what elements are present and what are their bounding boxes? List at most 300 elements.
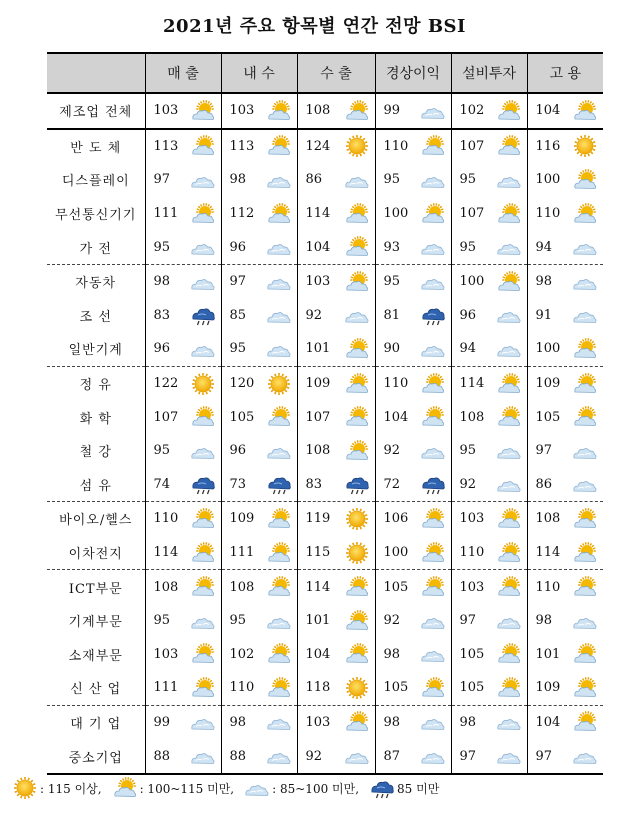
bsi-cell xyxy=(375,705,451,739)
partly-cloudy-icon xyxy=(420,373,446,395)
bsi-value: 96 xyxy=(153,341,171,357)
bsi-cell xyxy=(527,536,603,570)
bsi-value: 122 xyxy=(153,376,179,392)
bsi-value: 108 xyxy=(459,409,485,425)
partly-cloudy-icon xyxy=(344,373,370,395)
bsi-cell xyxy=(375,604,451,638)
partly-cloudy-icon xyxy=(572,373,598,395)
bsi-cell xyxy=(527,93,603,129)
bsi-value: 98 xyxy=(535,613,553,629)
partly-cloudy-icon xyxy=(420,542,446,564)
bsi-cell xyxy=(527,434,603,468)
bsi-value: 105 xyxy=(383,680,409,696)
bsi-cell xyxy=(221,129,297,164)
partly-cloudy-icon xyxy=(112,777,138,799)
cloudy-icon xyxy=(420,100,446,122)
bsi-cell xyxy=(145,129,221,164)
bsi-cell xyxy=(145,197,221,231)
partly-cloudy-icon xyxy=(190,406,216,428)
bsi-value: 110 xyxy=(535,579,561,595)
bsi-value: 72 xyxy=(383,476,401,492)
bsi-cell xyxy=(221,570,297,604)
cloudy-icon xyxy=(190,338,216,360)
table-row xyxy=(47,739,603,774)
bsi-cell xyxy=(527,400,603,434)
cloudy-icon xyxy=(420,610,446,632)
bsi-cell xyxy=(297,93,375,129)
row-label: 정 유 xyxy=(47,366,145,400)
bsi-cell xyxy=(527,502,603,536)
partly-cloudy-icon xyxy=(190,643,216,665)
bsi-cell xyxy=(451,671,527,705)
row-label: 바이오/헬스 xyxy=(47,502,145,536)
cloudy-icon xyxy=(190,440,216,462)
bsi-value: 102 xyxy=(229,646,255,662)
bsi-cell xyxy=(221,705,297,739)
cloudy-icon xyxy=(420,711,446,733)
cloudy-icon xyxy=(496,473,522,495)
table-row xyxy=(47,604,603,638)
bsi-cell xyxy=(527,671,603,705)
bsi-cell xyxy=(221,299,297,333)
bsi-value: 101 xyxy=(305,613,331,629)
cloudy-icon xyxy=(420,745,446,767)
sunny-icon xyxy=(12,777,38,799)
partly-cloudy-icon xyxy=(344,203,370,225)
bsi-cell xyxy=(451,434,527,468)
bsi-cell xyxy=(527,366,603,400)
bsi-value: 98 xyxy=(383,714,401,730)
rainy-icon xyxy=(190,304,216,326)
table-row xyxy=(47,468,603,502)
bsi-cell xyxy=(297,299,375,333)
partly-cloudy-icon xyxy=(266,508,292,530)
bsi-cell xyxy=(451,230,527,264)
bsi-value: 110 xyxy=(459,545,485,561)
rainy-icon xyxy=(190,473,216,495)
partly-cloudy-icon xyxy=(420,406,446,428)
partly-cloudy-icon xyxy=(572,508,598,530)
bsi-cell xyxy=(375,671,451,705)
partly-cloudy-icon xyxy=(344,711,370,733)
bsi-cell xyxy=(297,332,375,366)
bsi-value: 95 xyxy=(383,274,401,290)
bsi-value: 109 xyxy=(535,376,561,392)
partly-cloudy-icon xyxy=(344,100,370,122)
sunny-icon xyxy=(190,373,216,395)
rainy-icon xyxy=(369,777,395,799)
bsi-value: 94 xyxy=(535,239,553,255)
bsi-cell xyxy=(375,163,451,197)
column-header: 수 출 xyxy=(297,53,375,93)
bsi-value: 96 xyxy=(229,443,247,459)
bsi-value: 114 xyxy=(305,579,331,595)
cloudy-icon xyxy=(420,236,446,258)
bsi-cell xyxy=(527,163,603,197)
partly-cloudy-icon xyxy=(344,406,370,428)
bsi-value: 96 xyxy=(229,239,247,255)
rainy-icon xyxy=(420,304,446,326)
table-row xyxy=(47,332,603,366)
partly-cloudy-icon xyxy=(266,677,292,699)
bsi-value: 97 xyxy=(535,443,553,459)
bsi-value: 113 xyxy=(153,138,179,154)
bsi-value: 115 xyxy=(305,545,331,561)
table-row xyxy=(47,705,603,739)
bsi-value: 110 xyxy=(383,138,409,154)
bsi-value: 83 xyxy=(153,307,171,323)
cloudy-icon xyxy=(420,440,446,462)
bsi-value: 104 xyxy=(305,239,331,255)
row-label: 디스플레이 xyxy=(61,174,130,190)
bsi-value: 107 xyxy=(459,138,485,154)
cloudy-icon xyxy=(572,271,598,293)
sunny-icon xyxy=(344,135,370,157)
bsi-value: 107 xyxy=(153,409,179,425)
rainy-icon xyxy=(420,473,446,495)
partly-cloudy-icon xyxy=(572,643,598,665)
row-label: 무선통신기기 xyxy=(55,208,137,224)
bsi-cell xyxy=(297,197,375,231)
cloudy-icon xyxy=(190,271,216,293)
partly-cloudy-icon xyxy=(266,643,292,665)
bsi-value: 118 xyxy=(305,680,331,696)
bsi-value: 95 xyxy=(153,613,171,629)
bsi-cell xyxy=(451,570,527,604)
bsi-value: 86 xyxy=(305,172,323,188)
bsi-value: 95 xyxy=(229,341,247,357)
bsi-value: 97 xyxy=(535,748,553,764)
bsi-value: 83 xyxy=(305,476,323,492)
bsi-cell xyxy=(451,332,527,366)
sunny-icon xyxy=(344,677,370,699)
cloudy-icon xyxy=(496,236,522,258)
cloudy-icon xyxy=(266,169,292,191)
row-label: 조 선 xyxy=(79,309,112,325)
bsi-cell xyxy=(221,264,297,298)
bsi-cell xyxy=(297,129,375,164)
partly-cloudy-icon xyxy=(496,542,522,564)
bsi-cell xyxy=(297,536,375,570)
table-header-row xyxy=(47,53,603,93)
bsi-value: 120 xyxy=(229,376,255,392)
cloudy-icon xyxy=(420,643,446,665)
bsi-value: 106 xyxy=(383,511,409,527)
bsi-cell xyxy=(145,264,221,298)
bsi-value: 97 xyxy=(229,274,247,290)
bsi-cell xyxy=(221,604,297,638)
bsi-cell xyxy=(145,739,221,774)
table-row xyxy=(47,536,603,570)
bsi-value: 108 xyxy=(305,443,331,459)
bsi-value: 93 xyxy=(383,239,401,255)
table-row xyxy=(47,671,603,705)
bsi-value: 114 xyxy=(535,545,561,561)
partly-cloudy-icon xyxy=(572,338,598,360)
bsi-value: 104 xyxy=(535,714,561,730)
partly-cloudy-icon xyxy=(190,100,216,122)
bsi-value: 110 xyxy=(153,511,179,527)
bsi-cell xyxy=(297,502,375,536)
row-label: 신 산 업 xyxy=(70,682,122,698)
cloudy-icon xyxy=(244,777,270,799)
bsi-value: 114 xyxy=(153,545,179,561)
bsi-cell xyxy=(451,705,527,739)
bsi-value: 95 xyxy=(459,239,477,255)
bsi-cell xyxy=(451,93,527,129)
bsi-value: 116 xyxy=(535,138,561,154)
table-row xyxy=(47,366,603,400)
row-label: ICT부문 xyxy=(47,570,145,604)
row-label: 화 학 xyxy=(79,411,112,427)
bsi-cell xyxy=(451,264,527,298)
header-corner xyxy=(47,53,145,93)
row-label: 반 도 체 xyxy=(70,140,122,156)
sunny-icon xyxy=(266,373,292,395)
bsi-cell xyxy=(297,604,375,638)
bsi-value: 119 xyxy=(305,511,331,527)
bsi-cell xyxy=(297,264,375,298)
cloudy-icon xyxy=(496,338,522,360)
bsi-cell xyxy=(375,93,451,129)
bsi-cell xyxy=(145,705,221,739)
bsi-value: 98 xyxy=(229,714,247,730)
bsi-cell xyxy=(375,502,451,536)
cloudy-icon xyxy=(572,440,598,462)
bsi-value: 113 xyxy=(229,138,255,154)
partly-cloudy-icon xyxy=(420,508,446,530)
bsi-value: 105 xyxy=(535,409,561,425)
bsi-cell xyxy=(221,638,297,672)
cloudy-icon xyxy=(496,610,522,632)
bsi-value: 92 xyxy=(383,443,401,459)
bsi-value: 108 xyxy=(153,579,179,595)
bsi-cell xyxy=(375,739,451,774)
partly-cloudy-icon xyxy=(572,406,598,428)
bsi-value: 90 xyxy=(383,341,401,357)
bsi-cell xyxy=(145,400,221,434)
bsi-value: 92 xyxy=(305,307,323,323)
bsi-cell xyxy=(375,570,451,604)
cloudy-icon xyxy=(266,711,292,733)
bsi-cell xyxy=(221,434,297,468)
bsi-cell xyxy=(451,299,527,333)
bsi-cell xyxy=(375,536,451,570)
bsi-value: 104 xyxy=(383,409,409,425)
cloudy-icon xyxy=(420,169,446,191)
bsi-value: 97 xyxy=(153,172,171,188)
bsi-cell xyxy=(375,468,451,502)
bsi-cell xyxy=(527,129,603,164)
partly-cloudy-icon xyxy=(496,135,522,157)
legend-text: : 100~115 미만, xyxy=(139,781,235,796)
bsi-cell xyxy=(297,163,375,197)
cloudy-icon xyxy=(496,304,522,326)
cloudy-icon xyxy=(572,473,598,495)
bsi-cell xyxy=(297,671,375,705)
bsi-cell xyxy=(527,570,603,604)
cloudy-icon xyxy=(266,271,292,293)
bsi-value: 114 xyxy=(459,376,485,392)
partly-cloudy-icon xyxy=(344,610,370,632)
bsi-cell xyxy=(221,502,297,536)
bsi-value: 110 xyxy=(535,206,561,222)
bsi-value: 104 xyxy=(305,646,331,662)
partly-cloudy-icon xyxy=(190,542,216,564)
table-row xyxy=(47,638,603,672)
partly-cloudy-icon xyxy=(344,576,370,598)
table-row xyxy=(47,163,603,197)
partly-cloudy-icon xyxy=(266,100,292,122)
bsi-cell xyxy=(451,604,527,638)
table-row xyxy=(47,570,603,604)
bsi-value: 108 xyxy=(229,579,255,595)
bsi-cell xyxy=(527,264,603,298)
bsi-cell xyxy=(221,468,297,502)
bsi-cell xyxy=(145,299,221,333)
bsi-value: 111 xyxy=(153,680,179,696)
bsi-cell xyxy=(145,163,221,197)
partly-cloudy-icon xyxy=(496,203,522,225)
bsi-cell xyxy=(145,366,221,400)
bsi-value: 92 xyxy=(459,476,477,492)
cloudy-icon xyxy=(266,338,292,360)
bsi-value: 95 xyxy=(459,172,477,188)
bsi-value: 86 xyxy=(535,476,553,492)
bsi-value: 124 xyxy=(305,138,331,154)
bsi-value: 91 xyxy=(535,307,553,323)
bsi-cell xyxy=(145,502,221,536)
partly-cloudy-icon xyxy=(572,576,598,598)
partly-cloudy-icon xyxy=(420,677,446,699)
bsi-value: 103 xyxy=(305,274,331,290)
partly-cloudy-icon xyxy=(572,203,598,225)
table-row xyxy=(47,434,603,468)
bsi-value: 103 xyxy=(305,714,331,730)
bsi-cell xyxy=(297,705,375,739)
cloudy-icon xyxy=(572,304,598,326)
bsi-cell xyxy=(297,638,375,672)
bsi-cell xyxy=(145,604,221,638)
partly-cloudy-icon xyxy=(496,643,522,665)
cloudy-icon xyxy=(190,711,216,733)
bsi-value: 109 xyxy=(229,511,255,527)
bsi-cell xyxy=(221,739,297,774)
bsi-value: 85 xyxy=(229,307,247,323)
partly-cloudy-icon xyxy=(344,440,370,462)
cloudy-icon xyxy=(344,304,370,326)
cloudy-icon xyxy=(420,338,446,360)
bsi-value: 101 xyxy=(305,341,331,357)
partly-cloudy-icon xyxy=(266,576,292,598)
row-label: 제조업 전체 xyxy=(47,93,145,129)
bsi-cell xyxy=(451,638,527,672)
cloudy-icon xyxy=(190,169,216,191)
bsi-value: 88 xyxy=(229,748,247,764)
bsi-value: 99 xyxy=(383,103,401,119)
bsi-value: 92 xyxy=(383,613,401,629)
bsi-cell xyxy=(527,705,603,739)
bsi-cell xyxy=(527,604,603,638)
partly-cloudy-icon xyxy=(572,542,598,564)
bsi-value: 100 xyxy=(535,341,561,357)
bsi-cell xyxy=(527,468,603,502)
bsi-value: 114 xyxy=(305,206,331,222)
legend xyxy=(12,777,449,799)
bsi-cell xyxy=(297,570,375,604)
legend-text: 85 미만 xyxy=(397,781,440,796)
row-label: 소재부문 xyxy=(68,648,123,664)
cloudy-icon xyxy=(190,236,216,258)
rainy-icon xyxy=(344,473,370,495)
bsi-cell xyxy=(451,502,527,536)
bsi-value: 105 xyxy=(383,579,409,595)
cloudy-icon xyxy=(496,169,522,191)
bsi-cell xyxy=(375,400,451,434)
bsi-value: 98 xyxy=(229,172,247,188)
bsi-cell xyxy=(527,332,603,366)
column-header: 설비투자 xyxy=(451,53,527,93)
bsi-cell xyxy=(145,230,221,264)
bsi-cell xyxy=(375,197,451,231)
partly-cloudy-icon xyxy=(496,100,522,122)
bsi-value: 97 xyxy=(459,613,477,629)
partly-cloudy-icon xyxy=(266,203,292,225)
bsi-cell xyxy=(221,400,297,434)
bsi-value: 105 xyxy=(459,680,485,696)
partly-cloudy-icon xyxy=(344,338,370,360)
bsi-cell xyxy=(221,93,297,129)
partly-cloudy-icon xyxy=(496,406,522,428)
bsi-cell xyxy=(297,400,375,434)
bsi-cell xyxy=(297,434,375,468)
table-row xyxy=(47,400,603,434)
partly-cloudy-icon xyxy=(420,203,446,225)
partly-cloudy-icon xyxy=(572,677,598,699)
bsi-value: 100 xyxy=(459,274,485,290)
bsi-cell xyxy=(451,536,527,570)
bsi-value: 103 xyxy=(459,511,485,527)
bsi-cell xyxy=(527,739,603,774)
bsi-value: 109 xyxy=(305,376,331,392)
bsi-cell xyxy=(221,536,297,570)
bsi-cell xyxy=(145,93,221,129)
bsi-value: 110 xyxy=(229,680,255,696)
legend-text: : 85~100 미만, xyxy=(272,781,360,796)
bsi-cell xyxy=(527,230,603,264)
cloudy-icon xyxy=(344,169,370,191)
bsi-value: 98 xyxy=(535,274,553,290)
bsi-cell xyxy=(375,264,451,298)
partly-cloudy-icon xyxy=(190,576,216,598)
bsi-cell xyxy=(375,230,451,264)
cloudy-icon xyxy=(190,610,216,632)
bsi-cell xyxy=(375,434,451,468)
bsi-value: 95 xyxy=(153,443,171,459)
bsi-value: 95 xyxy=(383,172,401,188)
partly-cloudy-icon xyxy=(496,373,522,395)
bsi-value: 97 xyxy=(459,748,477,764)
bsi-value: 111 xyxy=(153,206,179,222)
bsi-value: 105 xyxy=(229,409,255,425)
bsi-cell xyxy=(527,197,603,231)
sunny-icon xyxy=(572,135,598,157)
partly-cloudy-icon xyxy=(266,542,292,564)
partly-cloudy-icon xyxy=(496,508,522,530)
bsi-value: 108 xyxy=(535,511,561,527)
row-label: 이차전지 xyxy=(68,547,123,563)
partly-cloudy-icon xyxy=(266,135,292,157)
